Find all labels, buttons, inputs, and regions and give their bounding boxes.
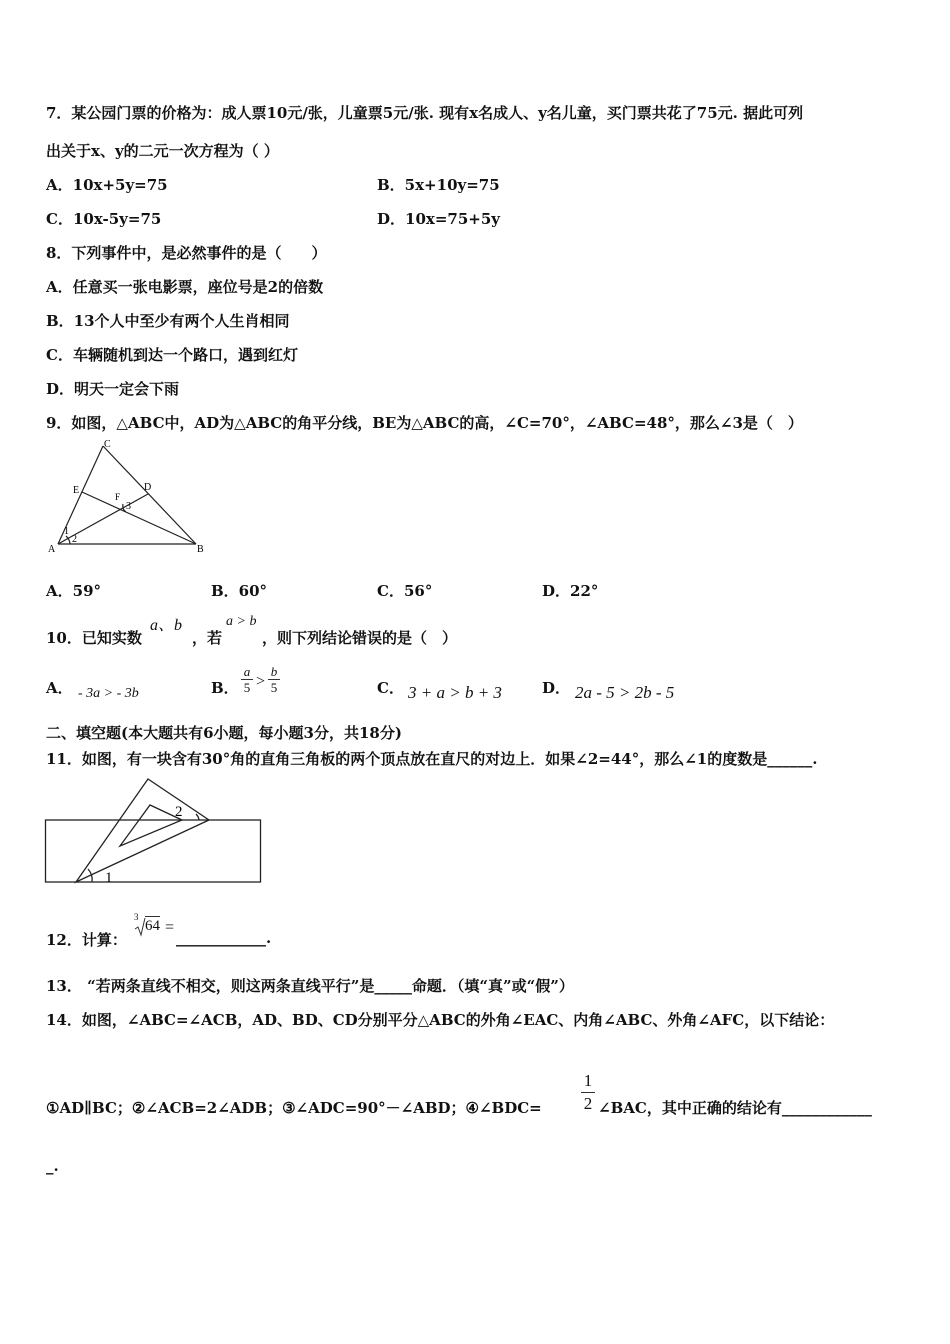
q9-angle-3: 3 <box>126 501 131 512</box>
q9-stem: 9．如图，△ABC中，AD为△ABC的角平分线，BE为△ABC的高，∠C=70°，∠ABC=48°，那么∠3是（ ） <box>46 414 803 432</box>
q10-stem-suffix: ，则下列结论错误的是（ ） <box>262 629 458 647</box>
q7-option-c: C．10x-5y=75 <box>46 210 162 228</box>
q8-option-a: A．任意买一张电影票，座位号是2的倍数 <box>46 278 324 296</box>
q10-option-b-frac-left <box>241 664 253 695</box>
q7-stem-line1: 7．某公园门票的价格为：成人票10元/张，儿童票5元/张. 现有x名成人、y名儿童，买门票共花了75元. 据此可列 <box>46 104 804 122</box>
q9-label-e: E <box>73 485 80 496</box>
q14-line3: _. <box>46 1157 59 1175</box>
q14-fraction-half <box>581 1070 595 1115</box>
q9-label-f: F <box>115 492 121 502</box>
q11-stem: 11．如图，有一块含有30°角的直角三角板的两个顶点放在直尺的对边上．如果∠2=44°，那么∠1的度数是______. <box>46 750 818 768</box>
q9-option-c: C．56° <box>377 582 433 600</box>
q8-stem: 8．下列事件中，是必然事件的是（ ） <box>46 244 327 262</box>
q10-option-d-expr: 2a - 5 > 2b - 5 <box>575 683 675 702</box>
q9-label-b: B <box>197 544 204 555</box>
q14-line2-part2: ∠BAC，其中正确的结论有____________ <box>598 1099 872 1117</box>
q9-label-a: A <box>48 544 56 555</box>
q11-angle-2: 2 <box>175 804 183 820</box>
q13-stem: 13． “若两条直线不相交，则这两条直线平行”是_____命题．（填“真”或“假”） <box>46 977 574 995</box>
q9-triangle-figure <box>40 438 215 558</box>
q11-ruler-triangle-figure <box>44 776 266 888</box>
q9-angle-1: 1 <box>64 526 69 537</box>
q14-stem: 14．如图，∠ABC=∠ACB，AD、BD、CD分别平分△ABC的外角∠EAC、内角∠ABC、外角∠AFC，以下结论： <box>46 1011 835 1029</box>
q12-equals: = <box>165 919 175 936</box>
q7-option-d: D．10x=75+5y <box>377 210 500 228</box>
q9-option-a: A．59° <box>46 582 102 600</box>
q12-prefix: 12．计算： <box>46 931 127 949</box>
q10-option-b-den-right: 5 <box>268 679 280 695</box>
q10-stem-mid: ，若 <box>192 629 223 647</box>
q9-label-d: D <box>144 482 152 493</box>
q10-option-a-label: A． <box>46 679 73 697</box>
q10-option-b-num-left: a <box>243 664 251 679</box>
q10-option-b-den-left: 5 <box>241 679 253 695</box>
q10-stem-prefix: 10．已知实数 <box>46 629 142 647</box>
q11-ruler <box>46 820 261 882</box>
q9-option-b: B．60° <box>211 582 268 600</box>
q10-vars: a、b <box>150 617 183 634</box>
q10-condition: a > b <box>226 614 257 629</box>
q10-option-b-op: > <box>256 673 266 690</box>
q12-radicand: 64 <box>145 918 160 934</box>
section-2-title: 二、填空题(本大题共有6小题，每小题3分，共18分) <box>46 724 402 742</box>
q7-stem-line2: 出关于x、y的二元一次方程为（ ） <box>46 142 279 160</box>
q14-frac-denominator: 2 <box>581 1092 595 1115</box>
q9-angle-2: 2 <box>72 534 77 545</box>
q10-option-b-label: B． <box>211 679 239 697</box>
q9-label-c: C <box>104 439 111 450</box>
q14-frac-numerator: 1 <box>583 1071 593 1090</box>
q8-option-b: B．13个人中至少有两个人生肖相同 <box>46 312 290 330</box>
q10-option-b-frac-right <box>268 664 280 695</box>
q12-root-index: 3 <box>134 912 139 922</box>
q11-angle-1: 1 <box>105 870 113 886</box>
q10-option-a-expr: - 3a > - 3b <box>78 686 139 701</box>
q10-option-c-label: C． <box>377 679 404 697</box>
q9-option-d: D．22° <box>542 582 599 600</box>
q11-triangle-outer <box>76 779 209 882</box>
q7-option-a: A．10x+5y=75 <box>46 176 168 194</box>
q8-option-c: C．车辆随机到达一个路口，遇到红灯 <box>46 346 298 364</box>
q10-option-b-num-right: b <box>270 664 278 679</box>
q10-option-c-expr: 3 + a > b + 3 <box>408 683 502 702</box>
q8-option-d: D．明天一定会下雨 <box>46 380 180 398</box>
q11-triangle-inner <box>120 805 182 846</box>
q10-option-d-label: D． <box>542 679 571 697</box>
q12-blank: ____________. <box>176 929 272 947</box>
q14-line2-part1: ①AD∥BC；②∠ACB=2∠ADB；③∠ADC=90°－∠ABD；④∠BDC= <box>46 1099 542 1117</box>
q7-option-b: B．5x+10y=75 <box>377 176 500 194</box>
